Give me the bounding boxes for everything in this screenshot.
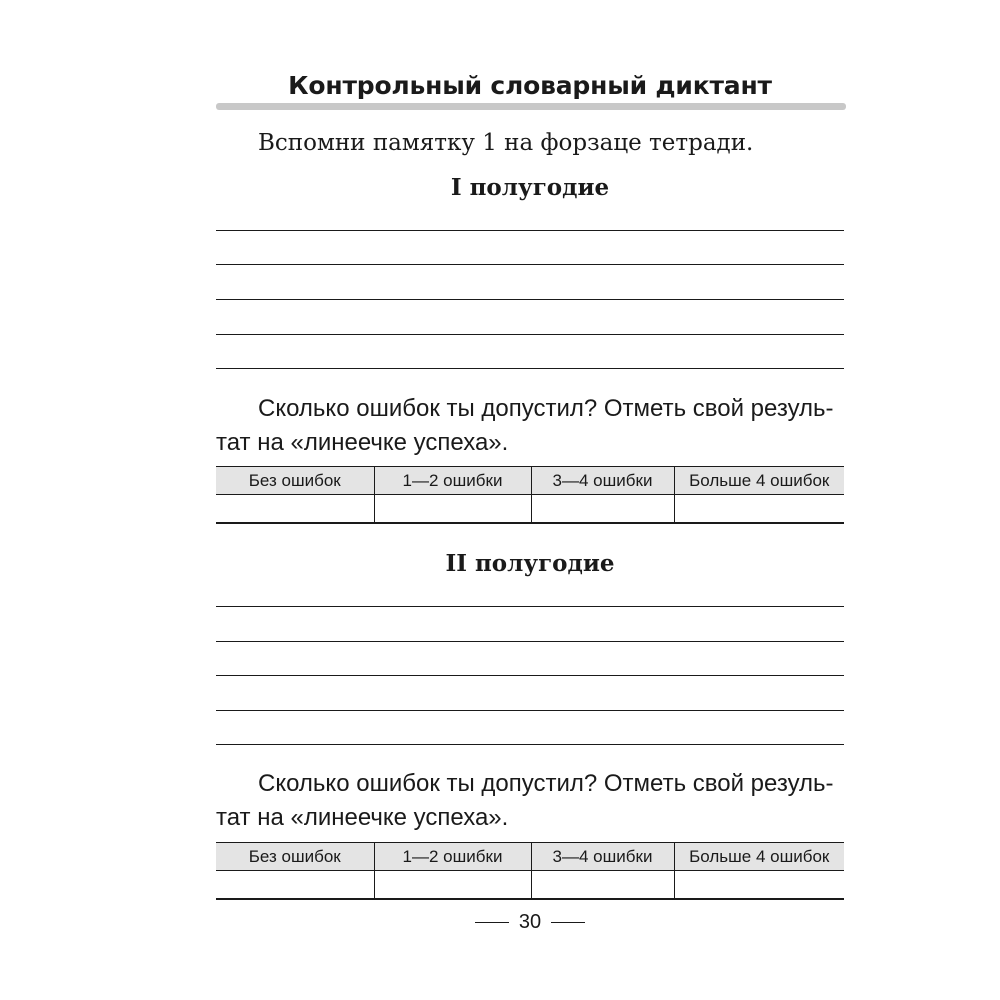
self-check-question bbox=[216, 392, 844, 460]
header-1-2-errors: 1—2 ошибки bbox=[374, 843, 531, 871]
header-more-than-4-errors: Больше 4 ошибок bbox=[674, 843, 844, 871]
page-number: 30 bbox=[518, 911, 542, 933]
mark-cell-1-2-errors[interactable] bbox=[374, 495, 531, 523]
success-ruler-table bbox=[216, 466, 844, 524]
writing-line[interactable] bbox=[216, 744, 844, 745]
writing-line[interactable] bbox=[216, 230, 844, 231]
header-3-4-errors: 3—4 ошибки bbox=[531, 467, 674, 495]
title-underline bbox=[216, 103, 846, 110]
writing-line[interactable] bbox=[216, 299, 844, 300]
dash-right bbox=[551, 922, 585, 923]
writing-line[interactable] bbox=[216, 606, 844, 607]
writing-line[interactable] bbox=[216, 641, 844, 642]
mark-cell-3-4-errors[interactable] bbox=[531, 871, 674, 899]
section-heading-first-half: I полугодие bbox=[450, 174, 610, 201]
dash-left bbox=[475, 922, 509, 923]
mark-cell-no-errors[interactable] bbox=[216, 495, 374, 523]
success-ruler-table bbox=[216, 842, 844, 900]
writing-line[interactable] bbox=[216, 368, 844, 369]
page-title: Контрольный словарный диктант bbox=[288, 71, 772, 100]
self-check-question bbox=[216, 767, 844, 835]
section-heading-second-half: II полугодие bbox=[445, 550, 615, 577]
question-line: Сколько ошибок ты допустил? Отметь свой резуль- bbox=[258, 770, 834, 797]
mark-cell-more-than-4-errors[interactable] bbox=[674, 495, 844, 523]
header-no-errors: Без ошибок bbox=[216, 843, 374, 871]
mark-cell-3-4-errors[interactable] bbox=[531, 495, 674, 523]
mark-cell-more-than-4-errors[interactable] bbox=[674, 871, 844, 899]
writing-line[interactable] bbox=[216, 675, 844, 676]
instruction-text: Вспомни памятку 1 на форзаце тетради. bbox=[258, 130, 754, 156]
question-line: тат на «линеечке успеха». bbox=[216, 429, 509, 456]
header-no-errors: Без ошибок bbox=[216, 467, 374, 495]
question-line: Сколько ошибок ты допустил? Отметь свой резуль- bbox=[258, 395, 834, 422]
header-3-4-errors: 3—4 ошибки bbox=[531, 843, 674, 871]
mark-cell-no-errors[interactable] bbox=[216, 871, 374, 899]
page-number-footer bbox=[400, 908, 660, 936]
writing-line[interactable] bbox=[216, 264, 844, 265]
writing-line[interactable] bbox=[216, 334, 844, 335]
mark-cell-1-2-errors[interactable] bbox=[374, 871, 531, 899]
header-more-than-4-errors: Больше 4 ошибок bbox=[674, 467, 844, 495]
header-1-2-errors: 1—2 ошибки bbox=[374, 467, 531, 495]
question-line: тат на «линеечке успеха». bbox=[216, 804, 509, 831]
writing-line[interactable] bbox=[216, 710, 844, 711]
